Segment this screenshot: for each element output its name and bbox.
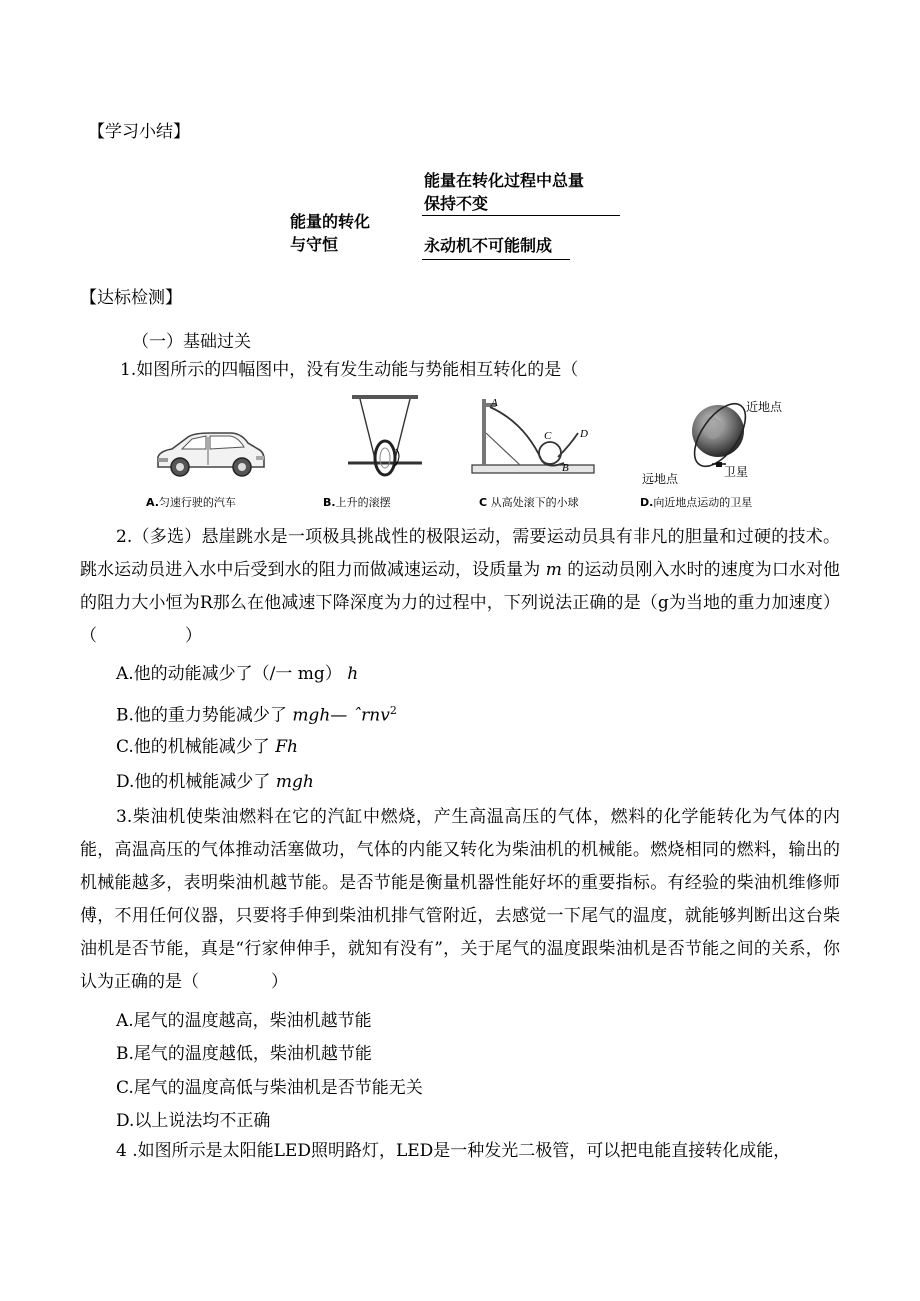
mindmap-branch1-line2: 保持不变 bbox=[424, 194, 489, 213]
q2-option-c-text: C.他的机械能减少了 bbox=[116, 737, 276, 757]
ramp-label-c: C bbox=[544, 430, 552, 442]
mindmap-branch2-underline bbox=[422, 259, 570, 260]
q2-option-b-text: B.他的重力势能减少了 bbox=[116, 705, 293, 726]
test-subheading: （一）基础过关 bbox=[132, 332, 251, 352]
q2-option-a bbox=[116, 663, 358, 685]
q2-stem-m: m bbox=[545, 560, 562, 580]
mindmap-branch1-underline bbox=[422, 215, 620, 216]
ramp-label-b: B bbox=[562, 462, 569, 474]
q3-stem bbox=[80, 801, 840, 999]
q2-stem bbox=[80, 521, 840, 653]
label-satellite: 卫星 bbox=[724, 465, 749, 479]
mindmap-center-line1: 能量的转化 bbox=[290, 212, 371, 231]
q2-option-b-tail: — ˆrnv bbox=[330, 705, 390, 726]
caption-a bbox=[146, 494, 236, 510]
caption-c-text: 从高处滚下的小球 bbox=[487, 496, 579, 509]
q2-option-b bbox=[116, 700, 397, 727]
q4-stem: 4 .如图所示是太阳能LED照明路灯，LED是一种发光二极管，可以把电能直接转化成能， bbox=[116, 1141, 791, 1161]
caption-c bbox=[479, 494, 579, 510]
summary-heading: 【学习小结】 bbox=[88, 122, 190, 142]
caption-b-letter: B. bbox=[323, 496, 336, 509]
q2-option-c-var: Fh bbox=[275, 737, 298, 757]
q2-option-b-var: mgh bbox=[292, 705, 331, 726]
q3-option-b: B.尾气的温度越低，柴油机越节能 bbox=[116, 1044, 372, 1064]
q2-stem-end: ） bbox=[185, 626, 202, 646]
caption-b-text: 上升的滚摆 bbox=[335, 496, 391, 509]
q3-option-a: A.尾气的温度越高，柴油机越节能 bbox=[116, 1011, 372, 1031]
figure-b bbox=[340, 393, 430, 478]
q1-stem: 1.如图所示的四幅图中，没有发生动能与势能相互转化的是（ bbox=[120, 360, 579, 380]
q2-option-d bbox=[116, 771, 314, 793]
q3-option-d: D.以上说法均不正确 bbox=[116, 1111, 271, 1131]
caption-b bbox=[323, 494, 391, 510]
ramp-icon bbox=[470, 393, 598, 478]
pendulum-icon bbox=[340, 393, 430, 478]
q2-stem-part1: 2.（多选）悬崖跳水是一项极具挑战性的极限运动，需要运动员具有非凡的胆量和过硬的技术。跳水运动员进入水中后受到水的阻力而做减速运动，设质量为 bbox=[80, 527, 840, 580]
q2-option-d-var: mgh bbox=[275, 772, 314, 792]
caption-c-letter: C bbox=[479, 496, 488, 509]
q3-option-c: C.尾气的温度高低与柴油机是否节能无关 bbox=[116, 1078, 423, 1098]
q2-option-b-sup: 2 bbox=[389, 704, 397, 717]
mindmap-branch1-line1: 能量在转化过程中总量 bbox=[424, 171, 585, 190]
q2-option-a-text: A.他的动能减少了（/一 mg） bbox=[116, 664, 342, 684]
figure-d bbox=[640, 393, 800, 488]
earth-satellite-icon bbox=[640, 393, 800, 488]
car-icon bbox=[150, 425, 270, 485]
ramp-label-d: D bbox=[580, 428, 588, 440]
label-apogee: 远地点 bbox=[642, 472, 679, 486]
figure-a bbox=[150, 425, 270, 485]
caption-d-text: 向近地点运动的卫星 bbox=[653, 496, 753, 509]
caption-d-letter: D. bbox=[640, 496, 654, 509]
q2-option-d-text: D.他的机械能减少了 bbox=[116, 772, 276, 792]
mindmap-branch2: 永动机不可能制成 bbox=[424, 236, 553, 255]
q2-stem-part2: 的运动员刚入水时的速度为口水对他的阻力大小恒为R那么在他减速下降深度为力的过程中，下列说法正确的是（g为当地的重力加速度）（ bbox=[80, 560, 840, 646]
q2-option-a-var: h bbox=[347, 664, 359, 684]
mindmap-center-line2: 与守恒 bbox=[290, 235, 339, 254]
q3-stem-end: ） bbox=[271, 972, 288, 992]
label-perigee: 近地点 bbox=[746, 400, 783, 414]
caption-a-letter: A. bbox=[146, 496, 159, 509]
q3-stem-text: 3.柴油机使柴油燃料在它的汽缸中燃烧，产生高温高压的气体，燃料的化学能转化为气体的内能，高温高压的气体推动活塞做功，气体的内能又转化为柴油机的机械能。燃烧相同的燃料，输出的机械能越多，表明柴油机越节能。是否节能是衡量机器性能好坏的重要指标。有经验的柴油机维修师傅，不用任何仪器，只要将手伸到柴油机排气管附近，去感觉一下尾气的温度，就能够判断出这台柴油机是否节能，真是“行家伸伸手，就知有没有”，关于尾气的温度跟柴油机是否节能之间的关系，你认为正确的是（ bbox=[80, 807, 840, 992]
caption-a-text: 匀速行驶的汽车 bbox=[158, 496, 236, 509]
q2-option-c bbox=[116, 736, 298, 758]
test-heading: 【达标检测】 bbox=[80, 288, 182, 308]
ramp-label-a: A bbox=[491, 397, 498, 409]
figure-c bbox=[470, 393, 598, 478]
caption-d bbox=[640, 494, 752, 510]
